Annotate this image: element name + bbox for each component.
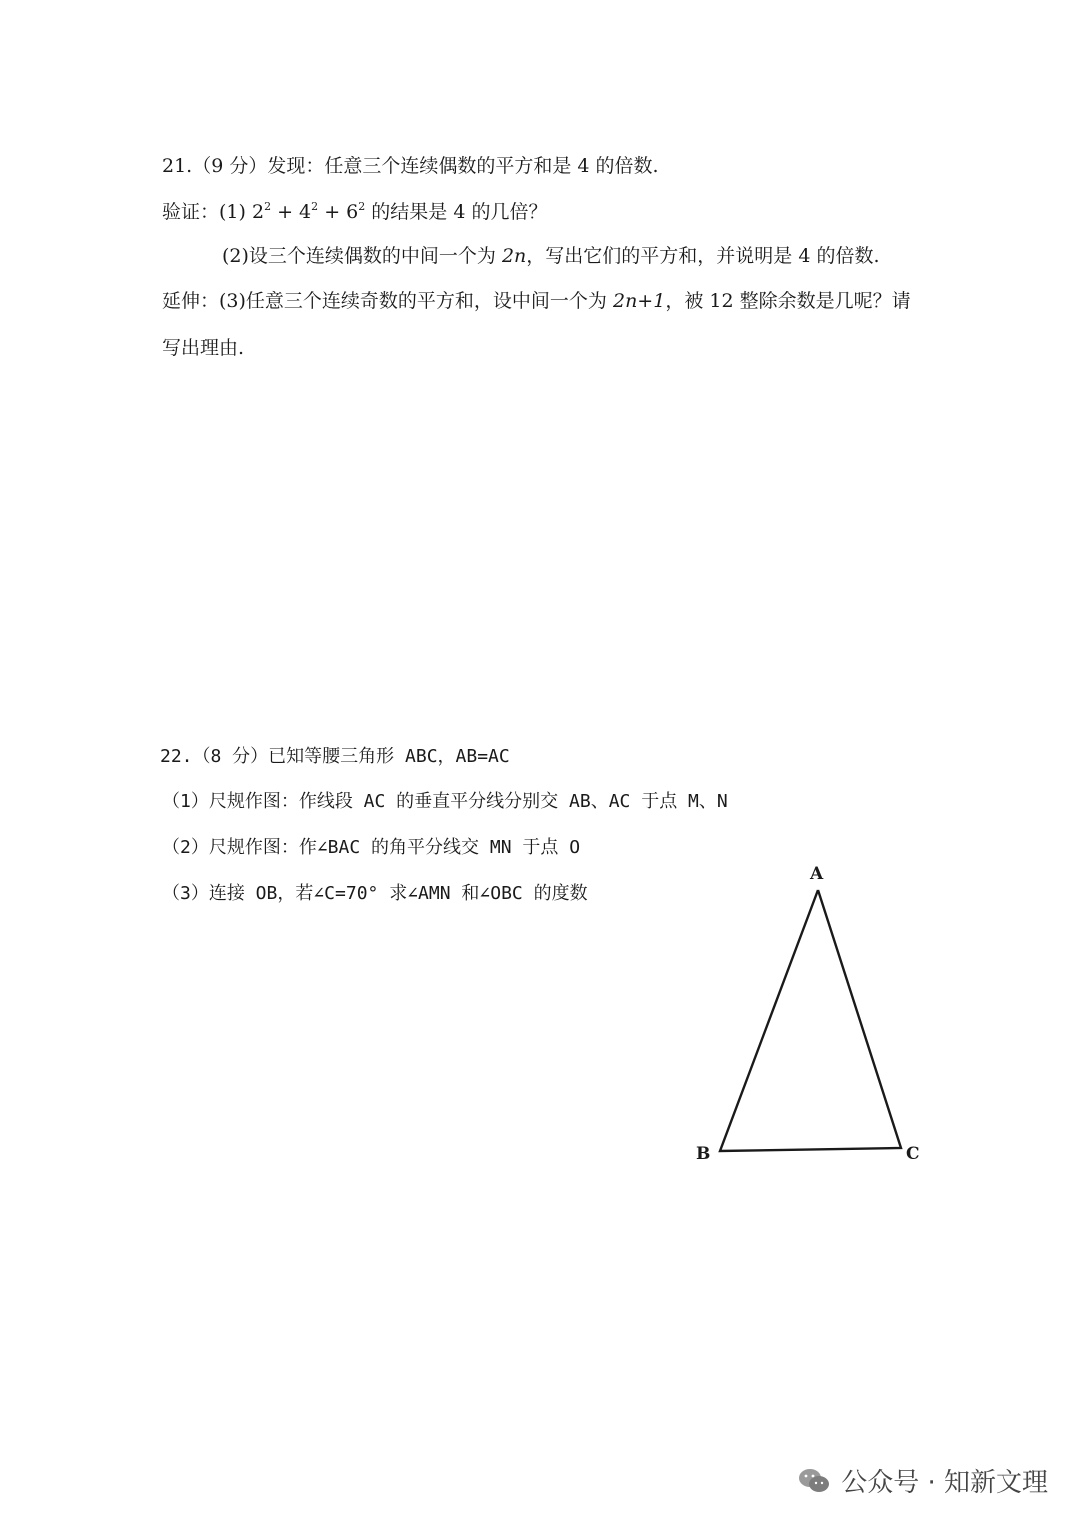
extension-label: 延伸： bbox=[162, 290, 220, 312]
q22-item1: （1）尺规作图：作线段 AC 的垂直平分线分别交 AB、AC 于点 M、N bbox=[162, 791, 728, 812]
vertex-label-c: C bbox=[906, 1144, 920, 1164]
q21-part1: 验证：(1) $2^2 + 4^2 + 6^2$ 的结果是 4 的几倍？ bbox=[162, 200, 548, 223]
q21-part3-cont: 写出理由. bbox=[162, 337, 245, 359]
q22-header: 22.（8 分）已知等腰三角形 ABC，AB=AC bbox=[160, 746, 510, 767]
verify-label: 验证： bbox=[162, 201, 220, 223]
wechat-icon bbox=[797, 1466, 831, 1496]
q21-header: 21.（9 分）发现：任意三个连续偶数的平方和是 4 的倍数. bbox=[162, 155, 659, 177]
vertex-label-b: B bbox=[696, 1144, 711, 1164]
triangle-abc bbox=[720, 890, 901, 1151]
q21-part3: 延伸：(3)任意三个连续奇数的平方和，设中间一个为 2n+1，被 12 整除余数是几呢？请 bbox=[162, 290, 911, 312]
vertex-label-a: A bbox=[810, 864, 824, 884]
expression: $2^2 + 4^2 + 6^2$ bbox=[251, 200, 366, 223]
q22-item2: （2）尺规作图：作∠BAC 的角平分线交 MN 于点 O bbox=[162, 837, 581, 858]
q21-part2: (2)设三个连续偶数的中间一个为 2n，写出它们的平方和，并说明是 4 的倍数. bbox=[222, 245, 880, 267]
watermark-text: 公众号 · 知新文理 bbox=[841, 1468, 1048, 1498]
q22-item3: （3）连接 OB，若∠C=70° 求∠AMN 和∠OBC 的度数 bbox=[162, 883, 588, 904]
watermark bbox=[797, 1462, 1048, 1499]
